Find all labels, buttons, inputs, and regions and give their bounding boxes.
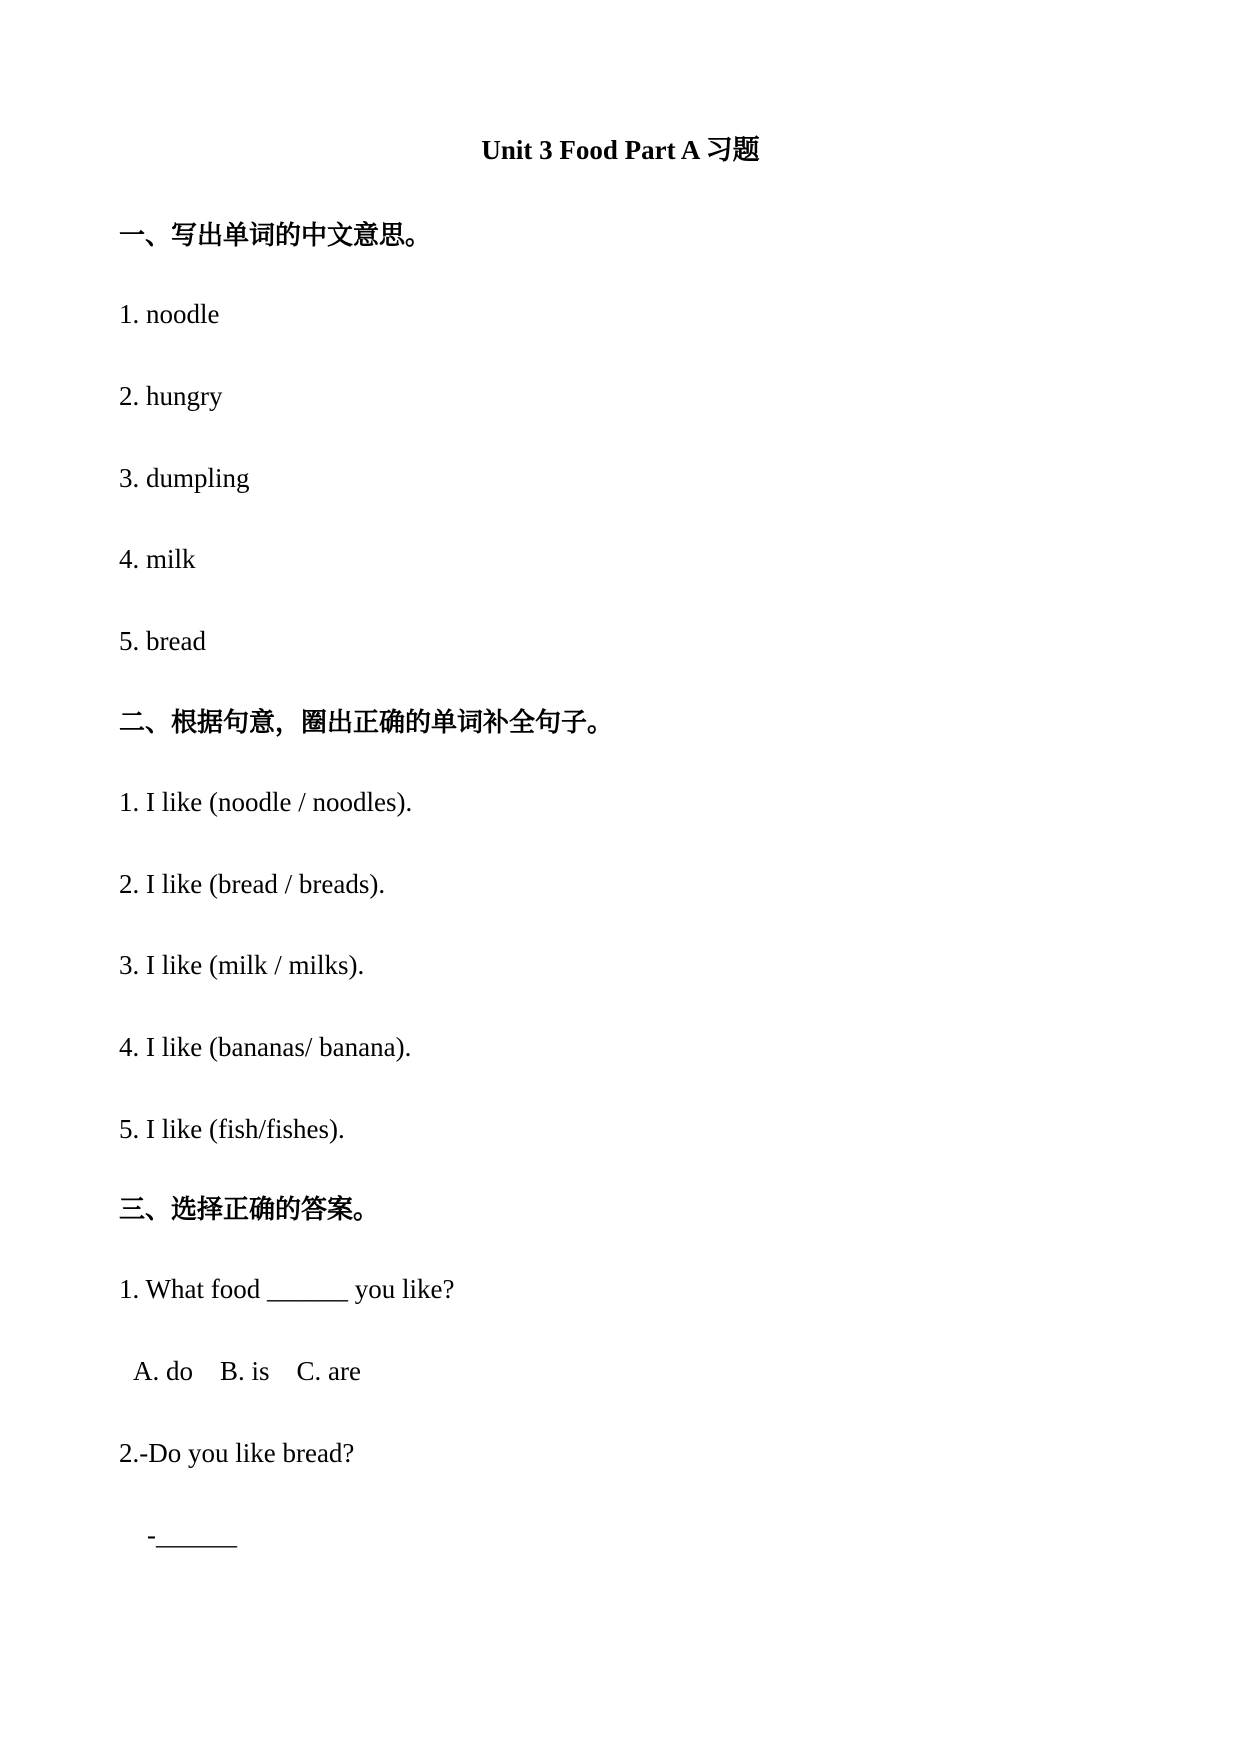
vocab-item: 3. dumpling xyxy=(119,463,250,493)
vocab-item: 4. milk xyxy=(119,544,196,574)
sentence-item: 4. I like (bananas/ banana). xyxy=(119,1032,412,1062)
vocab-item: 1. noodle xyxy=(119,299,220,329)
question-1-options: A. do B. is C. are xyxy=(133,1356,361,1386)
page-title: Unit 3 Food Part A 习题 xyxy=(481,135,760,165)
section-1-heading: 一、写出单词的中文意思。 xyxy=(119,221,432,251)
sentence-item: 5. I like (fish/fishes). xyxy=(119,1114,345,1144)
sentence-item: 3. I like (milk / milks). xyxy=(119,950,365,980)
section-2-heading: 二、根据句意，圈出正确的单词补全句子。 xyxy=(119,708,614,738)
vocab-item: 2. hungry xyxy=(119,381,223,411)
section-3-heading: 三、选择正确的答案。 xyxy=(119,1195,380,1225)
vocab-item: 5. bread xyxy=(119,626,206,656)
sentence-item: 2. I like (bread / breads). xyxy=(119,869,386,899)
sentence-item: 1. I like (noodle / noodles). xyxy=(119,787,413,817)
question-2-answer-blank: -______ xyxy=(147,1520,237,1550)
question-2: 2.-Do you like bread? xyxy=(119,1438,355,1468)
question-1: 1. What food ______ you like? xyxy=(119,1274,455,1304)
